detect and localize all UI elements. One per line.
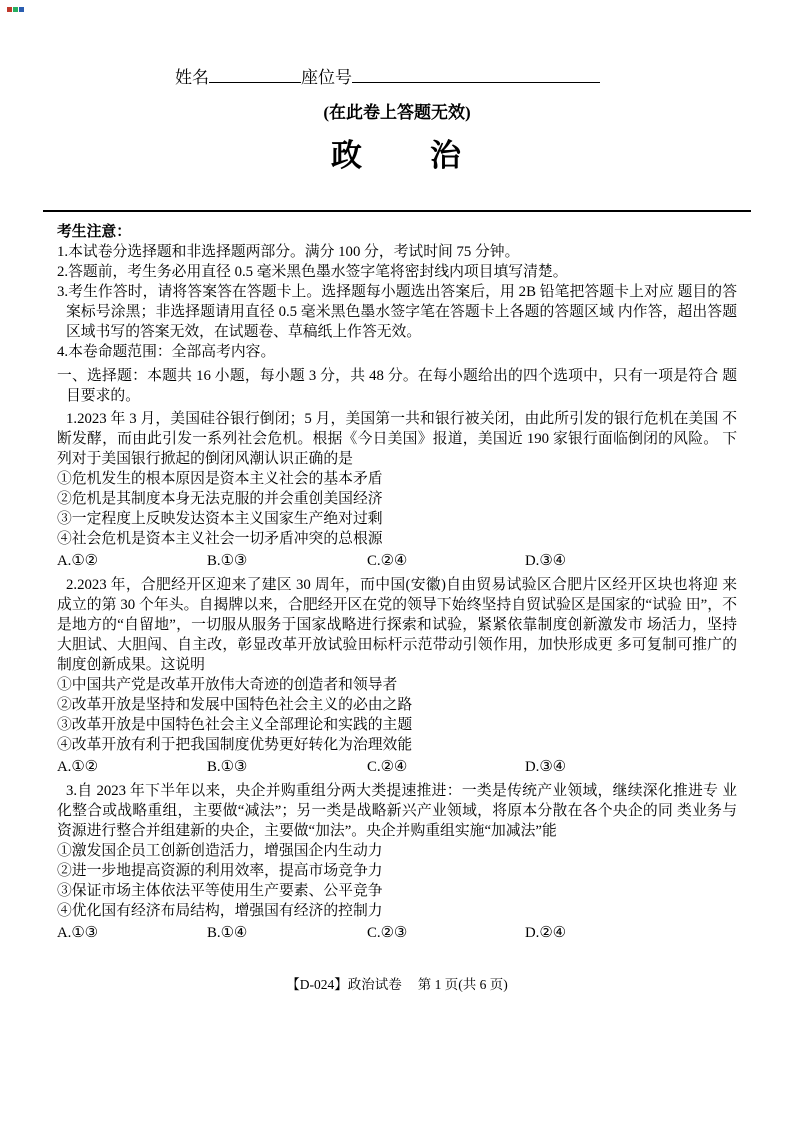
note-item-2: 2.答题前，考生务必用直径 0.5 毫米黑色墨水签字笔将密封线内项目填写清楚。 — [57, 264, 568, 280]
question-block-2 — [57, 575, 737, 777]
choices-row — [57, 757, 737, 777]
choice-a: A.①③ — [57, 925, 98, 941]
option-line-1: ①中国共产党是改革开放伟大奇迹的创造者和领导者 — [57, 677, 398, 693]
note-item-1: 1.本试卷分选择题和非选择题两部分。满分 100 分，考试时间 75 分钟。 — [57, 244, 520, 260]
name-seat-row — [175, 66, 737, 89]
option-line-2: ②进一步地提高资源的利用效率，提高市场竞争力 — [57, 863, 383, 879]
choice-a: A.①② — [57, 553, 98, 569]
question-block-1 — [57, 409, 737, 571]
paper-title: 政 治 — [331, 138, 463, 173]
option-line-3: ③一定程度上反映发达资本主义国家生产绝对过剩 — [57, 511, 383, 527]
name-blank-line — [209, 66, 301, 83]
choice-c: C.②④ — [367, 759, 408, 775]
choice-c: C.②④ — [367, 553, 408, 569]
page-footer — [0, 976, 794, 994]
footer-paper-label: 【D-024】政治试卷 — [286, 977, 402, 992]
corner-watermark-icon — [7, 7, 24, 12]
answer-invalid-notice: (在此卷上答题无效) — [323, 103, 471, 122]
question-stem: 1.2023 年 3 月，美国硅谷银行倒闭；5 月，美国第一共和银行被关闭，由此所引发的银行危机在美国 不断发酵，而由此引发一系列社会危机。根据《今日美国》报道，美国近 190 家银行面临倒闭的风险。 下列对于美国银行掀起的倒闭风潮认识正确的是 — [57, 411, 737, 467]
question-stem: 3.自 2023 年下半年以来，央企并购重组分两大类提速推进：一类是传统产业领域，继续深化推进专 业化整合或战略重组，主要做“减法”；另一类是战略新兴产业领域，将原本分散在各个央企的同 类业务与资源进行整合并组建新的央企，主要做“加法”。央企并购重组实施“加减法”能 — [57, 783, 737, 839]
paper-content — [57, 222, 737, 943]
question-block-3 — [57, 781, 737, 943]
option-line-2: ②危机是其制度本身无法克服的并会重创美国经济 — [57, 491, 383, 507]
option-line-4: ④改革开放有利于把我国制度优势更好转化为治理效能 — [57, 737, 413, 753]
option-line-3: ③保证市场主体依法平等使用生产要素、公平竞争 — [57, 883, 383, 899]
choice-d: D.③④ — [525, 553, 566, 569]
option-line-3: ③改革开放是中国特色社会主义全部理论和实践的主题 — [57, 717, 413, 733]
choice-d: D.②④ — [525, 925, 566, 941]
choice-b: B.①④ — [207, 925, 248, 941]
option-line-4: ④社会危机是资本主义社会一切矛盾冲突的总根源 — [57, 531, 383, 547]
choice-c: C.②③ — [367, 925, 408, 941]
option-line-1: ①激发国企员工创新创造活力，增强国企内生动力 — [57, 843, 383, 859]
seat-blank-line — [352, 66, 600, 83]
notes-heading: 考生注意： — [57, 224, 131, 240]
choice-b: B.①③ — [207, 553, 248, 569]
choice-d: D.③④ — [525, 759, 566, 775]
choice-b: B.①③ — [207, 759, 248, 775]
note-item-3: 3.考生作答时，请将答案答在答题卡上。选择题每小题选出答案后，用 2B 铅笔把答题卡上对应 题目的答案标号涂黑；非选择题请用直径 0.5 毫米黑色墨水签字笔在答题卡上各题的答题区域 内作答，超出答题区域书写的答案无效，在试题卷、草稿纸上作答无效。 — [57, 284, 737, 340]
option-line-1: ①危机发生的根本原因是资本主义社会的基本矛盾 — [57, 471, 383, 487]
choices-row — [57, 551, 737, 571]
candidate-notes — [57, 222, 737, 362]
option-line-2: ②改革开放是坚持和发展中国特色社会主义的必由之路 — [57, 697, 413, 713]
note-item-4: 4.本卷命题范围：全部高考内容。 — [57, 344, 276, 360]
choices-row — [57, 923, 737, 943]
question-stem: 2.2023 年，合肥经开区迎来了建区 30 周年，而中国(安徽)自由贸易试验区合肥片区经开区块也将迎 来成立的第 30 个年头。自揭牌以来，合肥经开区在党的领导下始终坚持自贸试验区是国家的“试验 田”，不是地方的“自留地”，一切服从服务于国家战略进行探索和试验，紧紧依靠制度创新激发市 场活力，坚持大胆试、大胆闯、自主改，彰显改革开放试验田标杆示范带动引领作用，加快形成更 多可复制可推广的制度创新成果。这说明 — [57, 577, 737, 673]
seat-label: 座位号 — [301, 68, 352, 87]
option-line-4: ④优化国有经济布局结构，增强国有经济的控制力 — [57, 903, 383, 919]
footer-page-number: 第 1 页(共 6 页) — [417, 977, 508, 992]
section-heading-choice: 一、选择题：本题共 16 小题，每小题 3 分，共 48 分。在每小题给出的四个选项中，只有一项是符合 题目要求的。 — [57, 368, 737, 404]
choice-a: A.①② — [57, 759, 98, 775]
divider-rule — [43, 210, 751, 212]
name-label: 姓名 — [175, 68, 209, 87]
